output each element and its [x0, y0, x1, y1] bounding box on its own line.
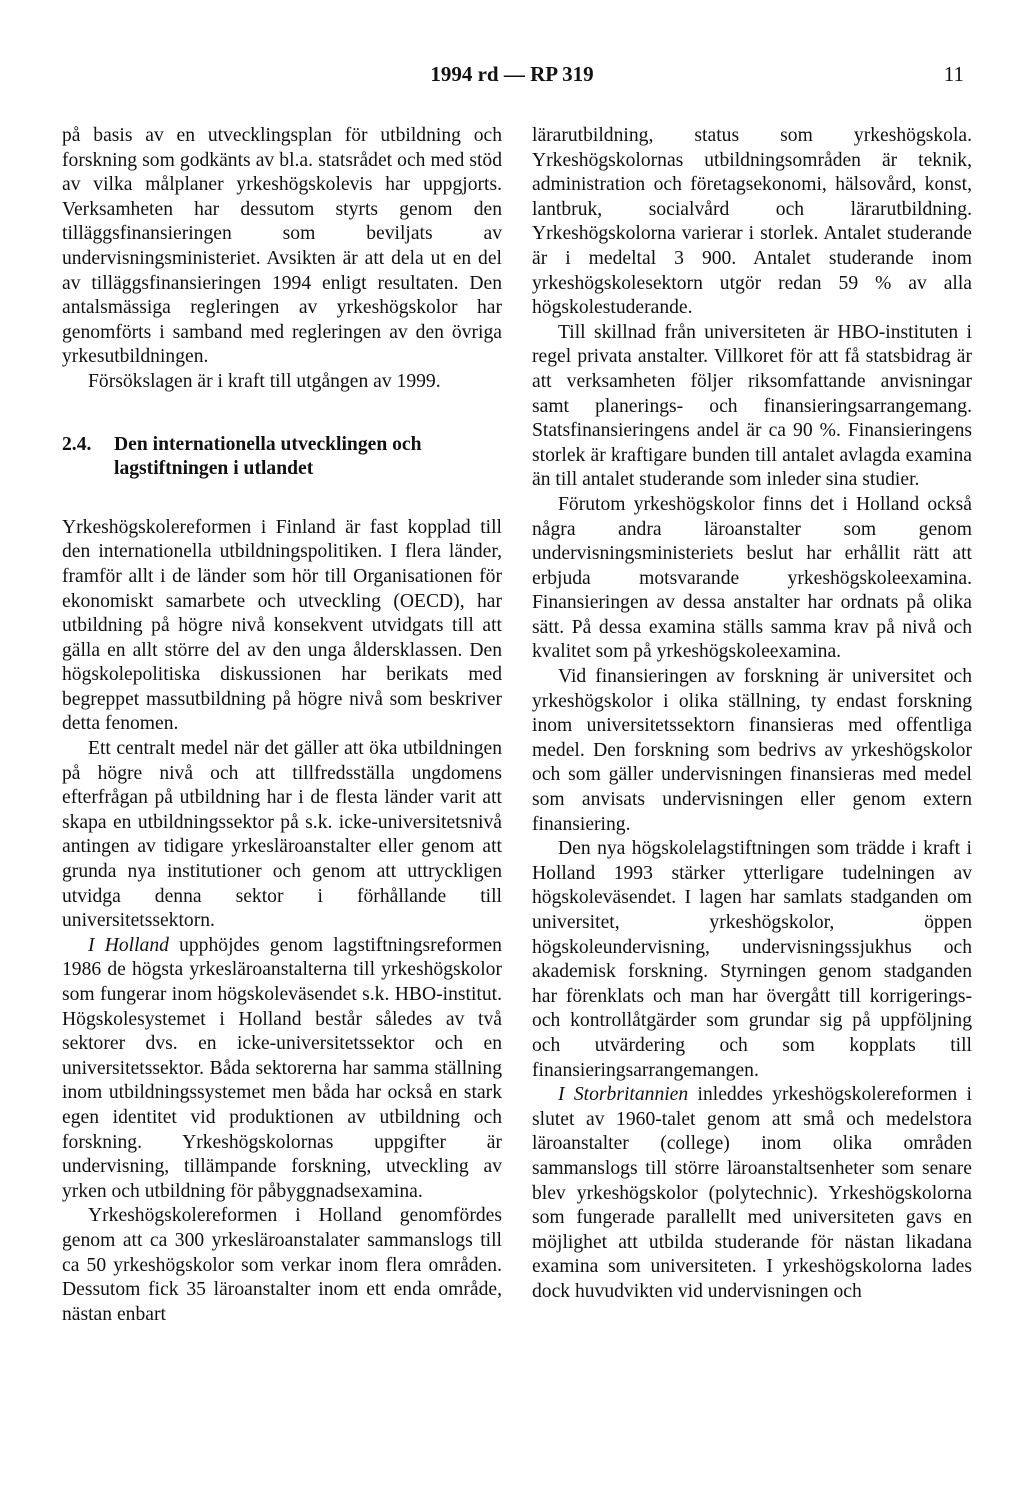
emphasis-country: I Holland: [88, 934, 169, 956]
paragraph-text: inleddes yrkeshögskolereformen i slutet av 1960-talet genom att små och medelstora läroanstalter (college) inom olika områden sammanslogs till större läroanstaltsenheter som senare blev yrkeshögskolor (polytechnic). Yrkeshögskolorna som fungerade parallellt med universiteten gavs en möjlighet att utbilda studerande för nästan likadana examina som universiteten. I yrkeshögskolorna lades dock huvudvikten vid undervisningen och: [532, 1084, 972, 1302]
section-heading: [62, 433, 502, 482]
paragraph-text: upphöjdes genom lagstiftningsreformen 1986 de högsta yrkesläroanstalterna till yrkeshögskolor som fungerar inom högskoleväsendet s.k. HBO-institut. Högskolesystemet i Holland består således av två sektorer dvs. en icke-universitetssektor och en universitetssektor. Båda sektorerna har samma ställning inom utbildningssystemet men båda har också en stark egen identitet vid produktionen av utbildning och forskning. Yrkeshögskolornas uppgifter är undervisning, tillämpande forskning, utveckling av yrken och utbildning för påbyggnadsexamina.: [62, 934, 502, 1202]
paragraph: på basis av en utvecklingsplan för utbildning och forskning som godkänts av bl.a. statsrådet och med stöd av vilka målplaner yrkeshögskolevis har uppgjorts. Verksamheten har dessutom styrts genom den tilläggsfinansieringen som beviljats av undervisningsministeriet. Avsikten är att dela ut en del av tilläggsfinansieringen 1994 enligt resultaten. Den antalsmässiga regleringen av yrkeshögskolor har genomförts i samband med regleringen av den övriga yrkesutbildningen.: [62, 125, 502, 368]
paragraph: Ett centralt medel när det gäller att öka utbildningen på högre nivå och att tillfredsställa ungdomens efterfrågan på utbildning har i de flesta länder varit att skapa en utbildningssektor på s.k. icke-universitetsnivå antingen av tidigare yrkesläroanstalter eller genom att grunda nya institutioner och genom att uttryckligen utvidga denna sektor i förhållande till universitetssektorn.: [62, 738, 502, 932]
paragraph: Yrkeshögskolereformen i Finland är fast kopplad till den internationella utbildningspolitiken. I flera länder, framför allt i de länder som hör till Organisationen för ekonomiskt samarbete och utveckling (OECD), har utbildning på högre nivå konsekvent utvidgats till att gälla en allt större del av den unga åldersklassen. Den högskolepolitiska diskussionen har berikats med begreppet massutbildning på högre nivå som beskriver detta fenomen.: [62, 516, 502, 735]
paragraph: [62, 934, 502, 1205]
paragraph: Den nya högskolelagstiftningen som trädde i kraft i Holland 1993 stärker ytterligare tudelningen av högskoleväsendet. I lagen har samlats stadganden om universitet, yrkeshögskolor, öppen högskoleundervisning, undervisningssjukhus och akademisk forskning. Styrningen genom stadganden har förenklats och man har övergått till korrigerings- och kontrollåtgärder som grundar sig på uppföljning och utvärdering och som kopplats till finansieringsarrangemangen.: [532, 838, 972, 1081]
paragraph: Vid finansieringen av forskning är universitet och yrkeshögskolor i olika ställning, ty endast forskning inom universitetssektorn finansieras med offentliga medel. Den forskning som bedrivs av yrkeshögskolor och som gäller undervisningen finansieras med medel som anvisats undervisningen eller genom extern finansiering.: [532, 666, 972, 835]
right-column: [532, 124, 972, 1305]
section-number: 2.4.: [62, 433, 92, 455]
running-title: 1994 rd — RP 319: [430, 62, 594, 86]
paragraph: Yrkeshögskolereformen i Holland genomfördes genom att ca 300 yrkesläroanstalater sammanslogs till ca 50 yrkeshögskolor som verkar inom flera områden. Dessutom fick 35 läroanstalter inom ett enda område, nästan enbart: [62, 1205, 502, 1325]
paragraph: Till skillnad från universiteten är HBO-instituten i regel privata anstalter. Villkoret för att få statsbidrag är att verksamheten följer riksomfattande anvisningar samt planerings- och finansieringsarrangemang. Statsfinansieringens andel är ca 90 %. Finansieringens storlek är kraftigare bunden till antalet avlagda examina än till antalet studerande som inleder sina studier.: [532, 321, 972, 491]
page-number: 11: [943, 62, 964, 86]
paragraph: [532, 1083, 972, 1304]
section-title: Den internationella utvecklingen och lagstiftningen i utlandet: [114, 433, 422, 480]
page-header: [0, 62, 1024, 92]
paragraph: Försökslagen är i kraft till utgången av 1999.: [88, 370, 441, 392]
paragraph: lärarutbildning, status som yrkeshögskola. Yrkeshögskolornas utbildningsområden är teknik, administration och företagsekonomi, hälsovård, konst, lantbruk, socialvård och lärarutbildning. Yrkeshögskolorna varierar i storlek. Antalet studerande är i medeltal 3 900. Antalet studerande inom yrkeshögskolesektorn utgör redan 59 % av alla högskolestuderande.: [532, 125, 972, 319]
emphasis-country: I Storbritannien: [558, 1084, 689, 1106]
paragraph: Förutom yrkeshögskolor finns det i Holland också några andra läroanstalter som genom undervisningsministeriets beslut har erhållit rätt att erbjuda motsvarande yrkeshögskoleexamina. Finansieringen av dessa anstalter har ordnats på olika sätt. På dessa examina ställs samma krav på nivå och kvalitet som på yrkeshögskoleexamina.: [532, 493, 972, 663]
left-column: [62, 124, 502, 1327]
